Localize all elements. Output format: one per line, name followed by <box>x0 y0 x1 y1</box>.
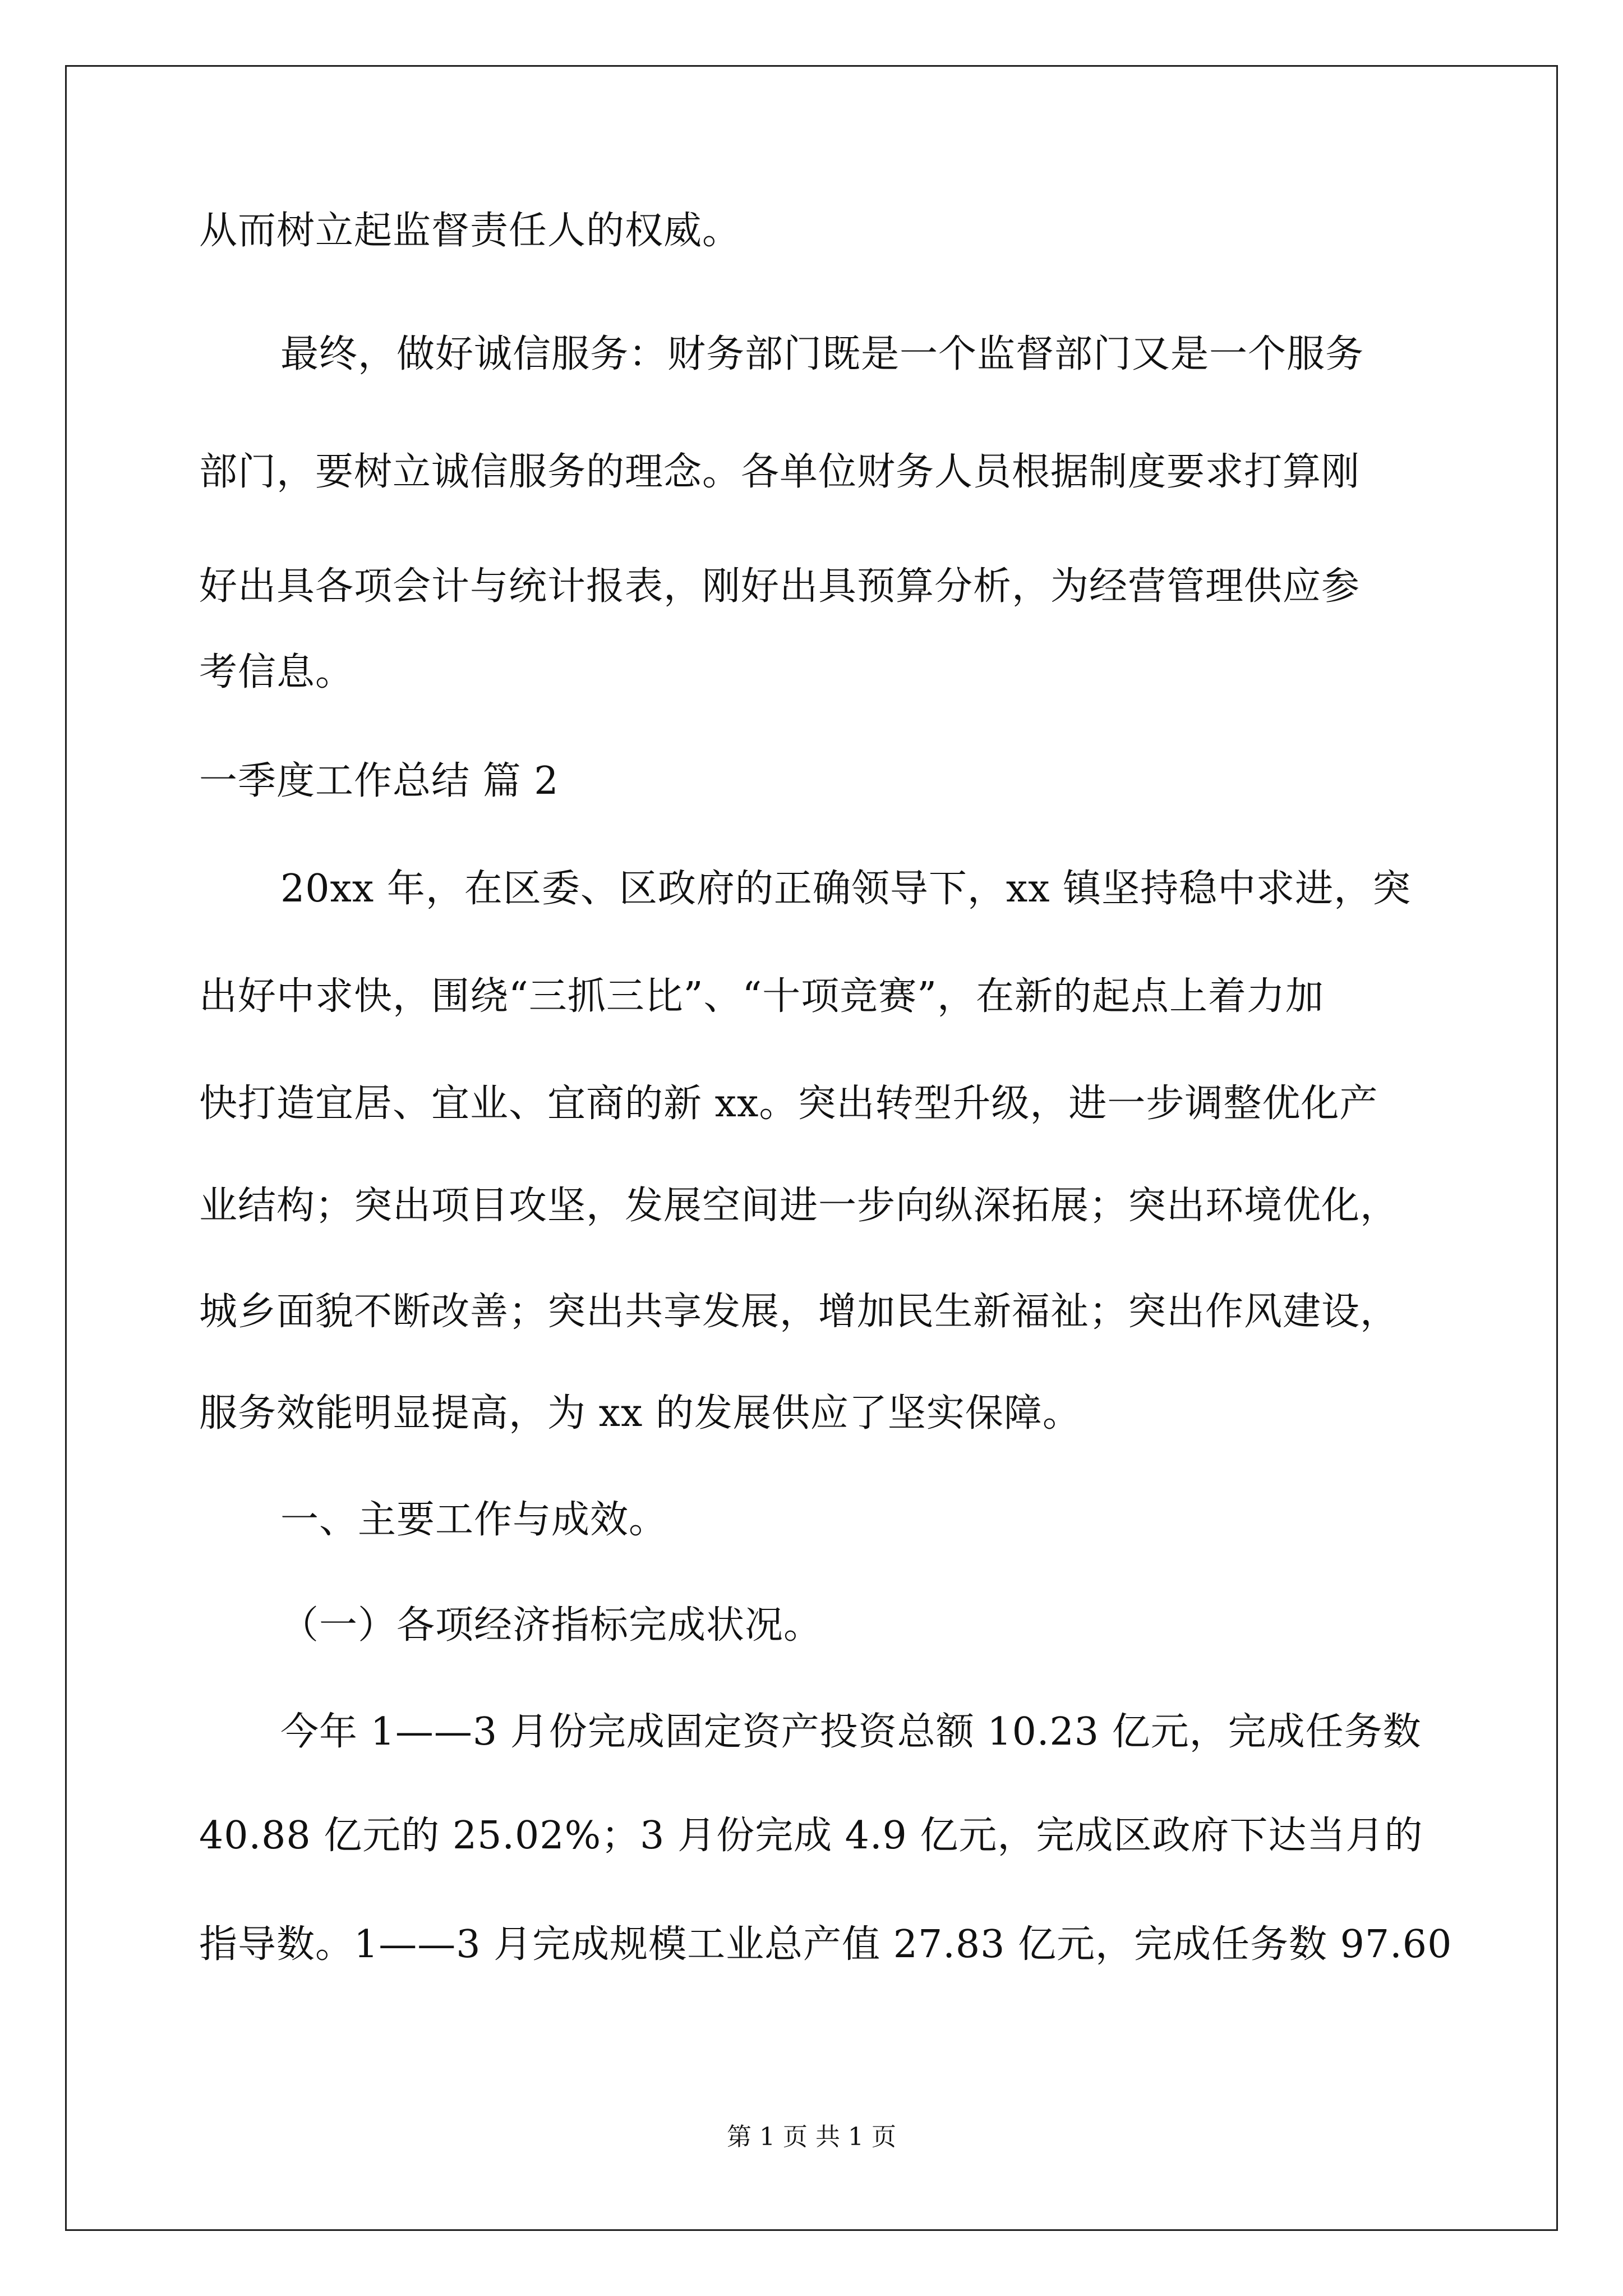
text-line: 指导数。1——3 月完成规模工业总产值 27.83 亿元，完成任务数 97.60 <box>199 1922 1453 1967</box>
text-line: 今年 1——3 月份完成固定资产投资总额 10.23 亿元，完成任务数 <box>280 1710 1422 1754</box>
text-line: 20xx 年，在区委、区政府的正确领导下，xx 镇坚持稳中求进，突 <box>280 867 1412 911</box>
text-line: 快打造宜居、宜业、宜商的新 xx。突出转型升级，进一步调整优化产 <box>199 1082 1378 1126</box>
text-line: 考信息。 <box>199 650 354 694</box>
text-line: 好出具各项会计与统计报表，刚好出具预算分析，为经营管理供应参 <box>199 564 1361 609</box>
subsection-heading: （一）各项经济指标完成状况。 <box>280 1603 823 1648</box>
text-line: 部门，要树立诚信服务的理念。各单位财务人员根据制度要求打算刚 <box>199 450 1361 494</box>
section-heading: 一季度工作总结 篇 2 <box>199 759 559 803</box>
text-line: 40.88 亿元的 25.02%；3 月份完成 4.9 亿元，完成区政府下达当月的 <box>199 1814 1423 1858</box>
text-line: 业结构；突出项目攻坚，发展空间进一步向纵深拓展；突出环境优化， <box>199 1184 1399 1228</box>
subsection-heading: 一、主要工作与成效。 <box>280 1498 668 1542</box>
text-line: 出好中求快，围绕“三抓三比”、“十项竞赛”，在新的起点上着力加 <box>199 974 1325 1019</box>
text-line: 城乡面貌不断改善；突出共享发展，增加民生新福祉；突出作风建设， <box>199 1290 1399 1334</box>
page-border <box>65 65 1558 2231</box>
text-line: 最终，做好诚信服务：财务部门既是一个监督部门又是一个服务 <box>280 332 1364 376</box>
text-line: 从而树立起监督责任人的权威。 <box>199 209 741 253</box>
page-footer: 第 1 页 共 1 页 <box>727 2123 896 2151</box>
text-line: 服务效能明显提高，为 xx 的发展供应了坚实保障。 <box>199 1391 1081 1435</box>
